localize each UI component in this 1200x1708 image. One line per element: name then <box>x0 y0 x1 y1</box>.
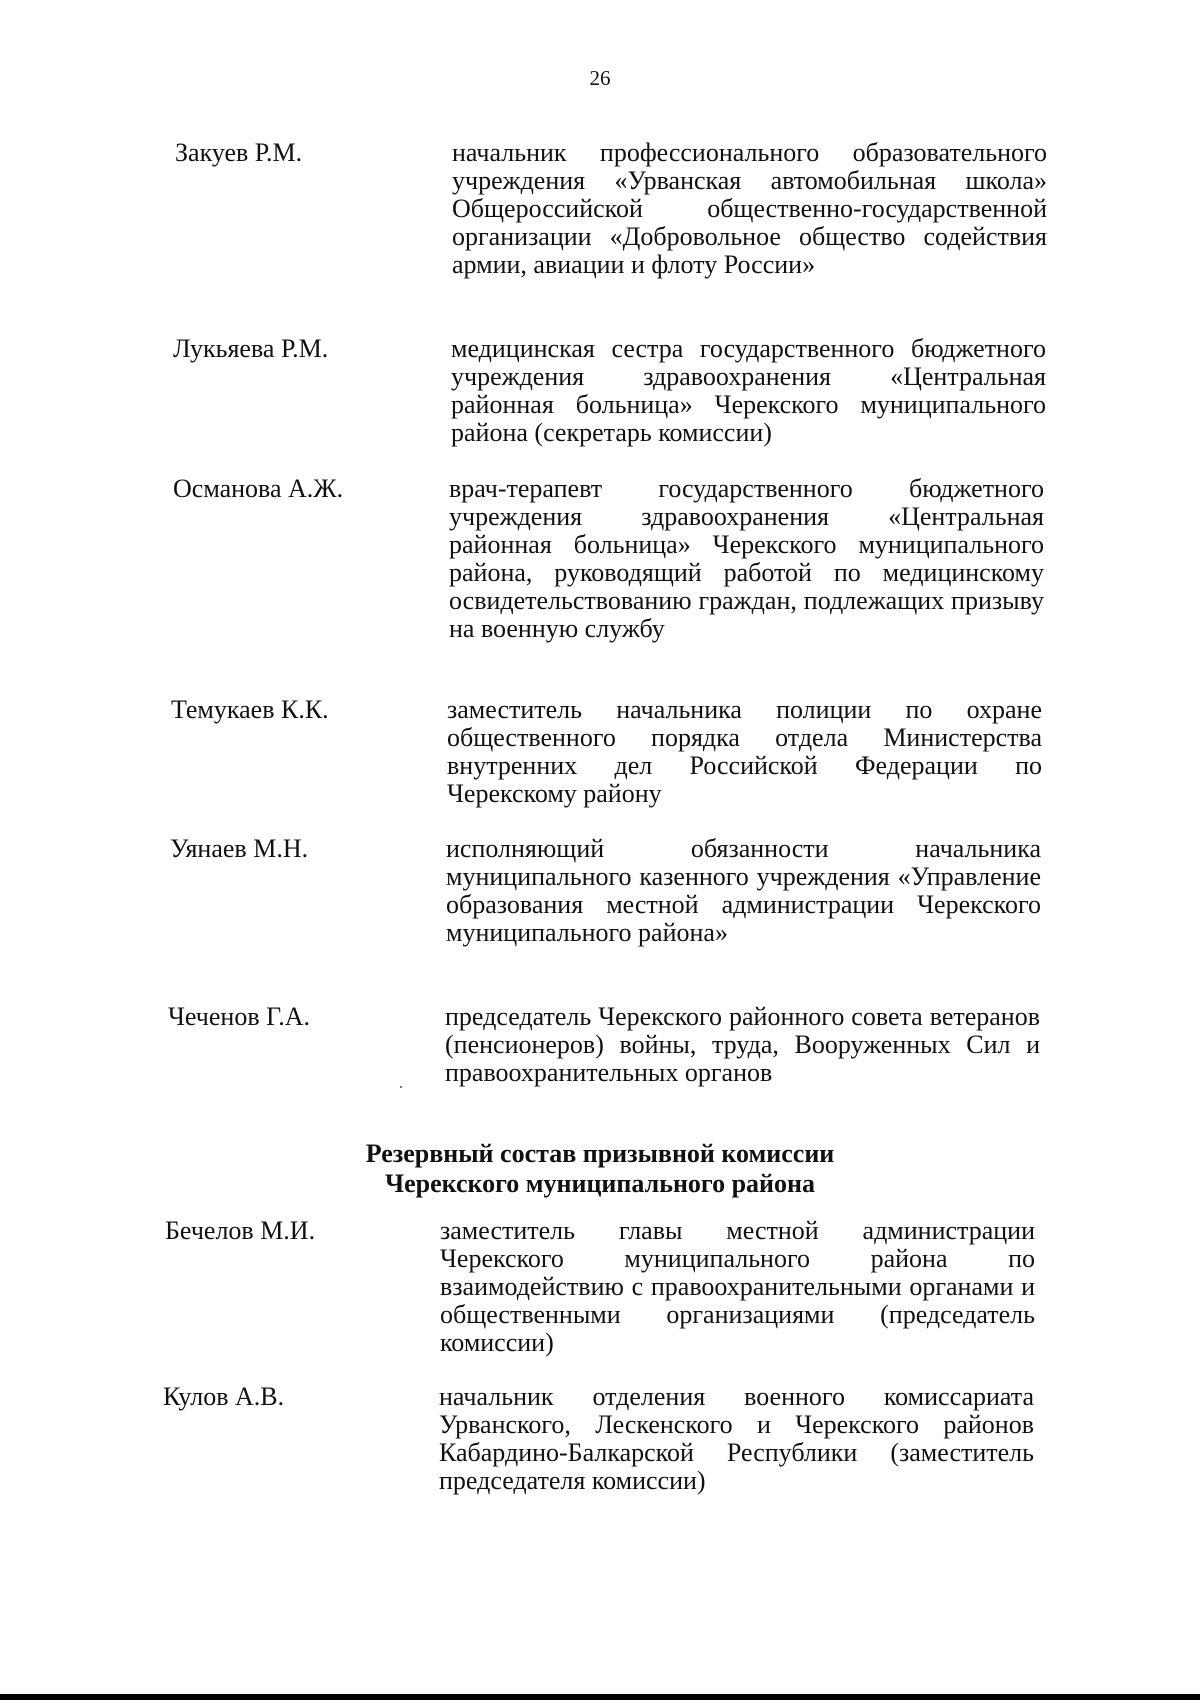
member-role: начальник отделения военного комиссариата Урванского, Лескенского и Черекского районов Кабардино-Балкарской Республики (заместитель председателя комиссии) <box>439 1382 1034 1495</box>
scan-edge-line <box>0 1694 1200 1700</box>
member-name: Кулов А.В. <box>163 1382 285 1411</box>
member-role: председатель Черекского районного совета ветеранов (пенсионеров) войны, труда, Вооруженных Сил и правоохранительных органов <box>445 1002 1040 1087</box>
page-number: 26 <box>589 66 611 90</box>
member-name: Уянаев М.Н. <box>170 834 309 863</box>
member-name: Закуев Р.М. <box>175 138 303 167</box>
reserve-heading-line1: Резервный состав призывной комиссии <box>365 1139 835 1168</box>
scan-speck <box>400 1086 402 1088</box>
member-role: исполняющий обязанности начальника муниципального казенного учреждения «Управление образования местной администрации Черекского муниципального района» <box>446 834 1041 947</box>
member-role: начальник профессионального образовательного учреждения «Урванская автомобильная школа» Общероссийской общественно-государственной организации «Добровольное общество содействия армии, авиации и флоту России» <box>452 138 1047 279</box>
member-role: медицинская сестра государственного бюджетного учреждения здравоохранения «Центральная районная больница» Черекского муниципального района (секретарь комиссии) <box>451 334 1046 447</box>
member-name: Османова А.Ж. <box>173 474 344 503</box>
member-role: врач-терапевт государственного бюджетного учреждения здравоохранения «Центральная районная больница» Черекского муниципального района, руководящий работой по медицинскому освидетельствованию граждан, подлежащих призыву на военную службу <box>449 474 1044 643</box>
member-name: Чеченов Г.А. <box>168 1002 310 1031</box>
reserve-heading <box>340 1139 860 1199</box>
reserve-heading-line2: Черекского муниципального района <box>384 1169 816 1198</box>
member-name: Бечелов М.И. <box>165 1216 316 1245</box>
member-role: заместитель начальника полиции по охране общественного порядка отдела Министерства внутренних дел Российской Федерации по Черекскому району <box>447 695 1042 808</box>
member-name: Темукаев К.К. <box>171 695 329 724</box>
member-name: Лукьяева Р.М. <box>173 334 329 363</box>
member-role: заместитель главы местной администрации Черекского муниципального района по взаимодействию с правоохранительными органами и общественными организациями (председатель комиссии) <box>440 1216 1035 1357</box>
